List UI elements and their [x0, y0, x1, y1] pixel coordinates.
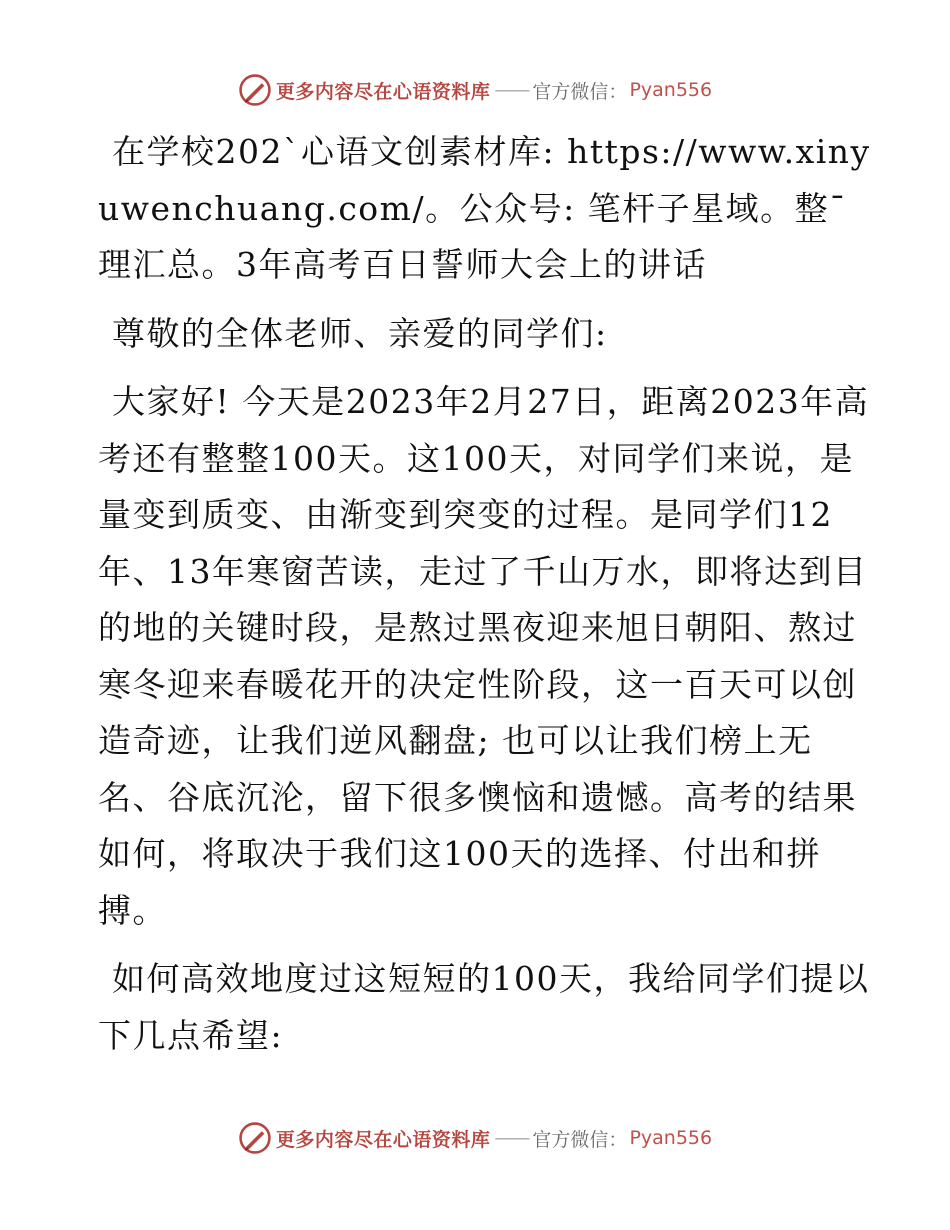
paragraph-main: 大家好! 今天是2023年2月27日，距离2023年高考还有整整100天。这100天，对同学们来说，是量变到质变、由渐变到突变的过程。是同学们12年、13年寒窗苦读，走过了千山万水，即将达到目的地的关键时段，是熬过黑夜迎来旭日朝阳、熬过寒冬迎来春暖花开的决定性阶段，这一百天可以创造奇迹，让我们逆风翻盘; 也可以让我们榜上无名、谷底沉沦，留下很多懊恼和遗憾。高考的结果如何，将取决于我们这100天的选择、付出和拼搏。	[98, 382, 870, 930]
banner-main-text: 更多内容尽在心语资料库	[275, 80, 491, 103]
paragraph-hopes: 如何高效地度过这短短的100天，我给同学们提以下几点希望:	[98, 959, 870, 1055]
banner-wechat-id: Pyan556	[629, 1127, 713, 1149]
banner-label: 官方微信：	[532, 80, 628, 103]
banner-separator: ——	[494, 79, 529, 101]
footer-watermark-banner	[0, 1118, 950, 1158]
banner-wechat-id: Pyan556	[629, 79, 713, 101]
banner-label: 官方微信：	[532, 1128, 628, 1151]
paragraph-salutation: 尊敬的全体老师、亲爱的同学们:	[112, 313, 608, 353]
pen-logo-icon	[238, 1121, 272, 1155]
pen-logo-icon	[238, 73, 272, 107]
banner-main-text: 更多内容尽在心语资料库	[275, 1128, 491, 1151]
banner-separator: ——	[494, 1127, 529, 1149]
document-body	[98, 124, 878, 1076]
header-watermark-banner	[0, 70, 950, 110]
paragraph-intro: 在学校202`心语文创素材库: https://www.xinyuwenchuang.com/。公众号: 笔杆子星域。整¯理汇总。3年高考百日誓师大会上的讲话	[98, 132, 871, 284]
